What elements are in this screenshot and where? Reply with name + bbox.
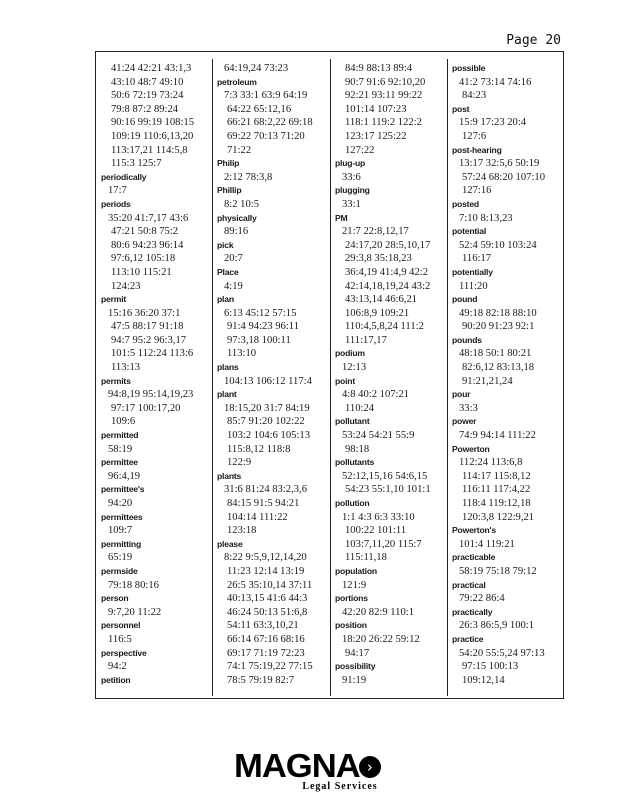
index-term: pollutant	[335, 416, 370, 427]
page-line-reference: 69:22 70:13 71:20	[227, 130, 305, 142]
page-line-reference: 116:5	[108, 633, 132, 645]
page-line-reference: 91:19	[342, 674, 367, 686]
page-line-reference: 9:7,20 11:22	[108, 606, 162, 618]
magna-logo	[0, 749, 618, 792]
index-term: practicable	[452, 552, 496, 563]
index-term: Place	[217, 266, 239, 277]
page-line-reference: 15:16 36:20 37:1	[108, 307, 181, 319]
page-line-reference: 8:22 9:5,9,12,14,20	[224, 552, 307, 564]
page-line-reference: 52:12,15,16 54:6,15	[342, 470, 428, 482]
index-term: periodically	[101, 171, 147, 182]
index-term: power	[452, 416, 477, 427]
page-line-reference: 17:7	[108, 185, 127, 197]
index-term: physically	[217, 212, 257, 223]
index-term: person	[101, 593, 129, 604]
page-line-reference: 58:19 75:18 79:12	[459, 565, 537, 577]
index-term: permside	[101, 565, 138, 576]
page-line-reference: 47:5 88:17 91:18	[111, 321, 184, 333]
page-line-reference: 21:7 22:8,12,17	[342, 226, 409, 238]
page-line-reference: 48:18 50:1 80:21	[459, 348, 532, 360]
page-line-reference: 15:9 17:23 20:4	[459, 117, 527, 129]
page-line-reference: 33:3	[459, 402, 478, 414]
page-line-reference: 113:13	[111, 362, 141, 374]
page-line-reference: 7:10 8:13,23	[459, 212, 513, 224]
page-line-reference: 47:21 50:8 75:2	[111, 226, 179, 238]
page-line-reference: 6:13 45:12 57:15	[224, 307, 297, 319]
page-number: Page 20	[506, 33, 561, 48]
index-term: possible	[452, 63, 486, 73]
page-line-reference: 33:6	[342, 171, 361, 183]
page-line-reference: 114:17 115:8,12	[462, 470, 531, 482]
logo-subtitle: Legal Services	[302, 781, 378, 792]
page-line-reference: 103:7,11,20 115:7	[345, 538, 422, 550]
page-line-reference: 101:5 112:24 113:6	[111, 348, 194, 360]
page-line-reference: 79:22 86:4	[459, 593, 505, 605]
column-divider	[330, 59, 331, 696]
page-line-reference: 46:24 50:13 51:6,8	[227, 606, 308, 618]
page-line-reference: 18:20 26:22 59:12	[342, 633, 420, 645]
page-line-reference: 66:21 68:2,22 69:18	[227, 117, 313, 129]
page-line-reference: 101:4 119:21	[459, 538, 515, 550]
index-term: personnel	[101, 620, 141, 631]
page-line-reference: 79:18 80:16	[108, 579, 159, 591]
page-line-reference: 90:16 99:19 108:15	[111, 117, 194, 129]
page-line-reference: 79:8 87:2 89:24	[111, 103, 179, 115]
page-line-reference: 110:24	[345, 402, 375, 414]
page-line-reference: 109:7	[108, 525, 133, 537]
index-term: practical	[452, 579, 486, 590]
page-line-reference: 94:17	[345, 647, 370, 659]
page-line-reference: 97:6,12 105:18	[111, 253, 176, 265]
page-line-reference: 29:3,8 35:18,23	[345, 253, 412, 265]
index-term: Powerton's	[452, 525, 496, 536]
page-line-reference: 109:6	[111, 416, 136, 428]
page-line-reference: 74:9 94:14 111:22	[459, 430, 536, 442]
page-line-reference: 90:20 91:23 92:1	[462, 321, 535, 333]
index-term: permittee	[101, 457, 138, 468]
page-line-reference: 115:11,18	[345, 552, 387, 564]
page-line-reference: 84:15 91:5 94:21	[227, 498, 300, 509]
page-line-reference: 18:15,20 31:7 84:19	[224, 402, 310, 414]
index-term: post-hearing	[452, 144, 502, 155]
page-line-reference: 113:10 115:21	[111, 266, 172, 278]
page-line-reference: 64:19,24 73:23	[224, 63, 289, 74]
index-term: permittee's	[101, 484, 145, 495]
page-line-reference: 42:20 82:9 110:1	[342, 606, 414, 618]
page-line-reference: 71:22	[227, 144, 252, 156]
index-term: pounds	[452, 334, 482, 345]
index-term: possibility	[335, 661, 376, 672]
page-line-reference: 110:4,5,8,24 111:2	[345, 321, 424, 333]
page-line-reference: 113:10	[227, 348, 257, 360]
page-line-reference: 80:6 94:23 96:14	[111, 239, 184, 251]
page-line-reference: 91:21,21,24	[462, 375, 513, 387]
page-line-reference: 4:19	[224, 280, 243, 292]
column-divider	[447, 59, 448, 696]
page-line-reference: 57:24 68:20 107:10	[462, 171, 545, 183]
page-line-reference: 103:2 104:6 105:13	[227, 430, 310, 442]
index-term: podium	[335, 348, 365, 359]
index-term: plugging	[335, 185, 370, 196]
page-line-reference: 43:13,14 46:6,21	[345, 294, 418, 306]
page-line-reference: 112:24 113:6,8	[459, 457, 523, 469]
page-line-reference: 40:13,15 41:6 44:3	[227, 593, 308, 605]
page-line-reference: 1:1 4:3 6:3 33:10	[342, 511, 415, 523]
page-line-reference: 26:3 86:5,9 100:1	[459, 620, 535, 632]
page-line-reference: 42:14,18,19,24 43:2	[345, 280, 431, 292]
page-line-reference: 113:17,21 114:5,8	[111, 144, 188, 156]
page-line-reference: 106:8,9 109:21	[345, 307, 410, 319]
page-line-reference: 97:3,18 100:11	[227, 334, 291, 346]
page-line-reference: 89:16	[224, 226, 249, 238]
page-line-reference: 54:23 55:1,10 101:1	[345, 484, 431, 496]
index-term: perspective	[101, 647, 147, 658]
page-line-reference: 94:20	[108, 498, 133, 509]
index-term: please	[217, 538, 243, 549]
page-line-reference: 24:17,20 28:5,10,17	[345, 239, 431, 251]
index-term: permitted	[101, 430, 139, 441]
index-column-2	[217, 62, 329, 687]
page-line-reference: 85:7 91:20 102:22	[227, 416, 305, 428]
page-line-reference: 11:23 12:14 13:19	[227, 565, 305, 577]
page-line-reference: 43:10 48:7 49:10	[111, 76, 184, 88]
page-line-reference: 8:2 10:5	[224, 198, 260, 210]
page-line-reference: 66:14 67:16 68:16	[227, 633, 305, 645]
page-line-reference: 123:17 125:22	[345, 130, 407, 142]
page-line-reference: 123:18	[227, 525, 257, 537]
logo-wordmark: MAGNA	[234, 747, 360, 784]
index-term: population	[335, 565, 377, 576]
page-line-reference: 116:11 117:4,22	[462, 484, 531, 496]
page-line-reference: 82:6,12 83:13,18	[462, 362, 535, 374]
page-line-reference: 116:17	[462, 253, 492, 265]
index-term: pollutants	[335, 457, 375, 468]
page-line-reference: 41:24 42:21 43:1,3	[111, 63, 192, 74]
page-line-reference: 33:1	[342, 198, 361, 210]
index-term: Phillip	[217, 185, 242, 196]
page-line-reference: 97:15 100:13	[462, 661, 519, 673]
page-line-reference: 65:19	[108, 552, 133, 564]
page-line-reference: 91:4 94:23 96:11	[227, 321, 299, 333]
index-term: post	[452, 103, 470, 114]
page-line-reference: 20:7	[224, 253, 243, 265]
page-line-reference: 115:3 125:7	[111, 158, 162, 170]
page-line-reference: 13:17 32:5,6 50:19	[459, 158, 540, 170]
page-line-reference: 109:12,14	[462, 674, 505, 686]
page-line-reference: 50:6 72:19 73:24	[111, 90, 184, 102]
page-line-reference: 7:3 33:1 63:9 64:19	[224, 90, 308, 102]
page-line-reference: 98:18	[345, 443, 370, 455]
index-column-1	[101, 62, 213, 687]
page-line-reference: 49:18 82:18 88:10	[459, 307, 537, 319]
index-term: permitting	[101, 538, 142, 549]
index-term: petition	[101, 674, 131, 685]
page-line-reference: 84:9 88:13 89:4	[345, 63, 413, 74]
index-term: posted	[452, 198, 479, 209]
index-term: practice	[452, 633, 484, 644]
index-term: potentially	[452, 266, 493, 277]
page-line-reference: 115:8,12 118:8	[227, 443, 291, 455]
page-line-reference: 111:17,17	[345, 334, 387, 346]
page-line-reference: 94:2	[108, 661, 127, 673]
page-line-reference: 78:5 79:19 82:7	[227, 674, 295, 686]
index-column-4	[452, 62, 564, 687]
page-line-reference: 100:22 101:11	[345, 525, 407, 537]
page-line-reference: 120:3,8 122:9,21	[462, 511, 535, 523]
page-line-reference: 96:4,19	[108, 470, 141, 482]
page-line-reference: 26:5 35:10,14 37:11	[227, 579, 313, 591]
index-term: Philip	[217, 158, 240, 169]
page-line-reference: 127:22	[345, 144, 375, 156]
index-term: PM	[335, 212, 348, 223]
page-line-reference: 84:23	[462, 90, 487, 102]
page-line-reference: 41:2 73:14 74:16	[459, 76, 532, 88]
page-line-reference: 4:8 40:2 107:21	[342, 389, 410, 401]
index-term: plan	[217, 294, 234, 305]
index-term: permittees	[101, 511, 143, 522]
index-term: point	[335, 375, 355, 386]
index-term: pick	[217, 239, 234, 250]
page-line-reference: 104:13 106:12 117:4	[224, 375, 312, 387]
page-line-reference: 74:1 75:19,22 77:15	[227, 661, 313, 673]
page-line-reference: 124:23	[111, 280, 141, 292]
page-line-reference: 94:8,19 95:14,19,23	[108, 389, 194, 401]
page-line-reference: 127:6	[462, 130, 487, 142]
page-line-reference: 35:20 41:7,17 43:6	[108, 212, 189, 224]
index-term: plug-up	[335, 158, 366, 169]
page-line-reference: 94:7 95:2 96:3,17	[111, 334, 187, 346]
logo-arrow-icon: ›	[359, 756, 381, 778]
index-term: permit	[101, 294, 127, 305]
index-term: periods	[101, 198, 131, 209]
page-line-reference: 109:19 110:6,13,20	[111, 130, 194, 142]
index-term: plans	[217, 362, 239, 373]
page-line-reference: 90:7 91:6 92:10,20	[345, 76, 426, 88]
index-term: pour	[452, 389, 471, 400]
page-line-reference: 118:1 119:2 122:2	[345, 117, 422, 129]
index-term: portions	[335, 593, 368, 604]
index-term: practically	[452, 606, 493, 617]
index-term: potential	[452, 226, 487, 237]
page-line-reference: 127:16	[462, 185, 492, 197]
index-term: position	[335, 620, 367, 631]
page-line-reference: 64:22 65:12,16	[227, 103, 292, 115]
page-line-reference: 54:11 63:3,10,21	[227, 620, 299, 632]
index-term: permits	[101, 375, 131, 386]
index-term: plant	[217, 389, 237, 400]
page-line-reference: 12:13	[342, 362, 367, 374]
page-line-reference: 58:19	[108, 443, 133, 455]
page-line-reference: 54:20 55:5,24 97:13	[459, 647, 545, 659]
page-line-reference: 97:17 100:17,20	[111, 402, 181, 414]
index-column-3	[335, 62, 447, 687]
page-line-reference: 31:6 81:24 83:2,3,6	[224, 484, 307, 496]
index-term: plants	[217, 470, 242, 481]
page-line-reference: 53:24 54:21 55:9	[342, 430, 415, 442]
index-term: Powerton	[452, 443, 490, 454]
page-line-reference: 92:21 93:11 99:22	[345, 90, 423, 102]
index-term: pound	[452, 294, 478, 305]
page-line-reference: 111:20	[459, 280, 488, 292]
page-line-reference: 101:14 107:23	[345, 103, 407, 115]
page-line-reference: 121:9	[342, 579, 367, 591]
index-term: pollution	[335, 498, 370, 508]
page-line-reference: 118:4 119:12,18	[462, 498, 531, 509]
page-line-reference: 122:9	[227, 457, 252, 469]
page-line-reference: 69:17 71:19 72:23	[227, 647, 305, 659]
page-line-reference: 2:12 78:3,8	[224, 171, 273, 183]
page-line-reference: 36:4,19 41:4,9 42:2	[345, 266, 428, 278]
index-term: petroleum	[217, 76, 257, 87]
page-line-reference: 104:14 111:22	[227, 511, 288, 523]
page-line-reference: 52:4 59:10 103:24	[459, 239, 537, 251]
